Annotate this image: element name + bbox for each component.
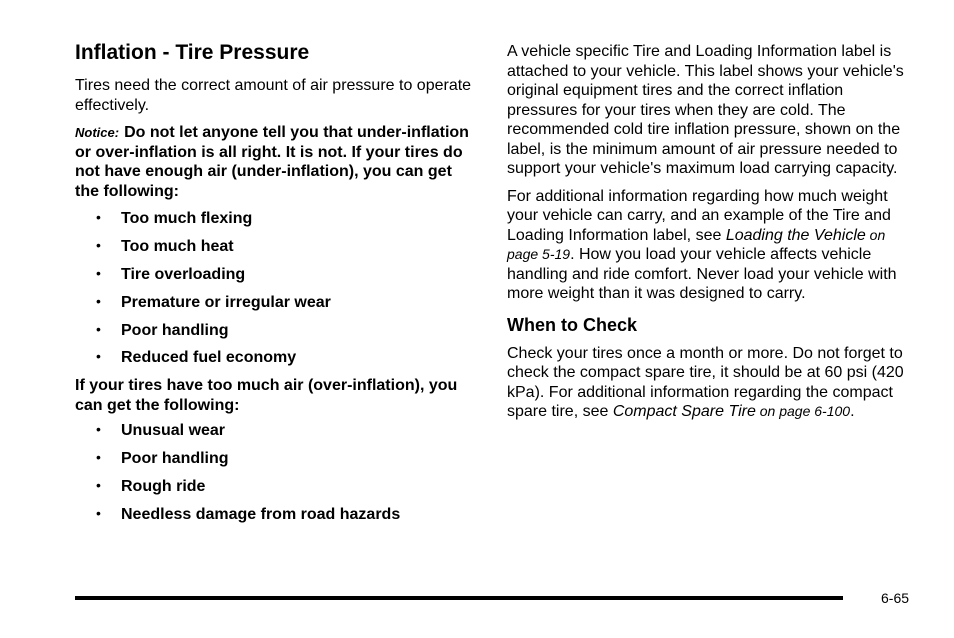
bullet-icon: • [96, 209, 101, 225]
page-number: 6-65 [881, 590, 910, 606]
list-item: • Rough ride [96, 477, 206, 496]
bullet-icon: • [96, 505, 101, 522]
over-inflation-list [75, 421, 475, 524]
label-info-paragraph: A vehicle specific Tire and Loading Information label is attached to your vehicle. This label shows your vehicle's original equipment tires and the correct inflation pressures for your tires when they are cold. The recommended cold tire inflation pressure, shown on the label, is the minimum amount of air pressure needed to support your vehicle's maximum load carrying capacity. [507, 43, 904, 177]
list-item: • Reduced fuel economy [96, 348, 297, 367]
list-item: • Needless damage from road hazards [96, 505, 401, 524]
notice-block [75, 123, 475, 201]
list-item: • Unusual wear [96, 421, 226, 440]
bullet-icon: • [96, 320, 101, 337]
footer-rule [75, 596, 843, 600]
subsection-title: When to Check [507, 314, 638, 335]
notice-label: Notice: [75, 125, 120, 140]
list-item: • Poor handling [96, 320, 229, 339]
notice-text: Do not let anyone tell you that under-inflation or over-inflation is all right. It is not. If your tires do not have enough air (under-inflation), you can get the following: [75, 124, 469, 200]
check-paragraph: Check your tires once a month or more. Do not forget to check the compact spare tire, it should be at 60 psi (420 kPa). For additional information regarding the compact spare tire, see Compact Spare Tire on page 6-100. [507, 344, 904, 420]
list-item: • Tire overloading [96, 264, 246, 283]
bullet-icon: • [96, 348, 101, 365]
bullet-icon: • [96, 264, 101, 281]
list-item: • Too much flexing [96, 209, 253, 227]
loading-paragraph: For additional information regarding how much weight your vehicle can carry, and an example of the Tire and Loading Information label, see Loading the Vehicle on page 5-19. How you load your vehicle affects vehicle handling and ride comfort. Never load your vehicle with more weight than it was designed to carry. [507, 187, 897, 302]
bullet-icon: • [96, 236, 101, 253]
left-column [75, 40, 475, 533]
under-inflation-list [75, 209, 475, 368]
over-inflation-intro: If your tires have too much air (over-inflation), you can get the following: [75, 377, 458, 414]
cross-reference[interactable]: Loading the Vehicle on page 5-19 [507, 226, 886, 262]
intro-paragraph: Tires need the correct amount of air pressure to operate effectively. [75, 77, 472, 114]
list-item: • Too much heat [96, 236, 234, 255]
bullet-icon: • [96, 421, 101, 438]
right-column [507, 42, 912, 430]
list-item: • Premature or irregular wear [96, 292, 331, 311]
list-item: • Poor handling [96, 449, 229, 468]
bullet-icon: • [96, 477, 101, 494]
bullet-icon: • [96, 292, 101, 309]
section-title: Inflation - Tire Pressure [75, 41, 310, 64]
cross-reference[interactable]: Compact Spare Tire on page 6-100 [612, 403, 851, 420]
bullet-icon: • [96, 449, 101, 466]
